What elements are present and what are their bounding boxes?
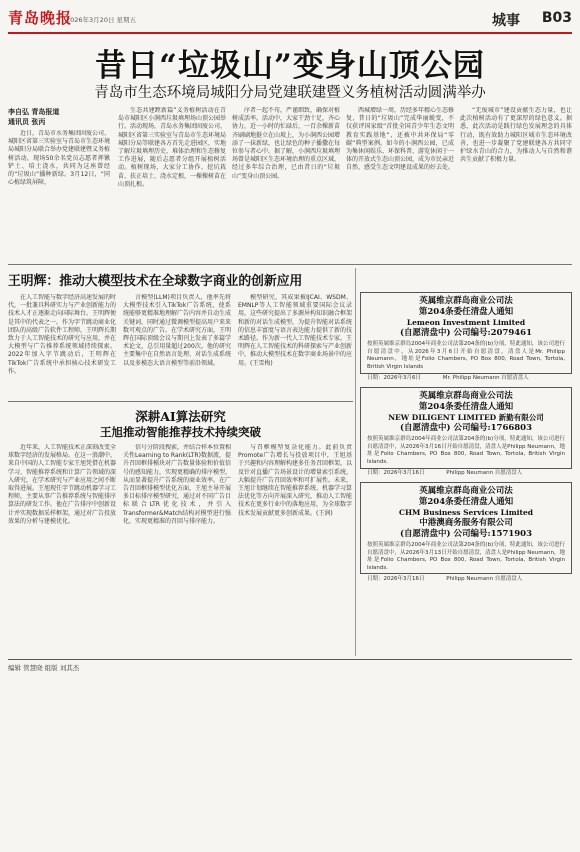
notices-divider <box>355 268 356 656</box>
lead-column-2-text: 生态共建蹚新篇”义务植树活动在青岛市城阳区小涧西垃圾填埋场山顶公园举行。活动现场，青岛水务集团固废公司、城阳区省第三实验室与青岛市生态环境局城阳分局等联建各方首先走进园区，实地了解垃圾填埋历史、堆体治理和生态修复工作进展，随后志愿者分组开展植树活动。植树现场，大家分工协作、挖坑栽苗、扶正培土、浇水定根，一棵棵树苗在山顶扎根。 <box>118 107 226 188</box>
lead-byline <box>8 107 88 127</box>
notice-signoff <box>367 374 565 382</box>
notice-signoff <box>367 469 565 477</box>
lead-column-4 <box>346 107 454 260</box>
notice-signoff <box>367 575 565 583</box>
newspaper-logo: 青岛晚报 <box>8 9 73 27</box>
footer-editors: 编辑 管慧晓 组版 刘其杰 <box>8 664 80 672</box>
story2-headline: 王明辉：推动大模型技术在全球数字商业的创新应用 <box>8 274 303 289</box>
notice-company-chinese-name: 中港澳商务服务有限公司 <box>419 518 513 528</box>
notice-title-line2: 第204条委任清盘人通知 <box>418 307 514 317</box>
byline-reporter: 李自弘 青岛报道 <box>8 108 60 116</box>
story3-headline: 深耕AI算法研究 <box>135 409 226 424</box>
page-number: B03 <box>541 10 572 26</box>
notice-company-name: CHM Business Services Limited <box>398 508 534 517</box>
notice-company-name: Lemeon Investment Limited <box>406 318 526 327</box>
notice-company-number: (自愿清盘中) 公司编号:1571903 <box>399 529 533 539</box>
story3-column-2-text: 信号分阶段搜索，并结合样本位置相关性Learning to Rank(LTR)数据流，提升召回框排模块对广告数量体验和价值信号的感知能力，实现更精确的排序模型，从而显著提升广告系统的商业效率。在广告召回框排模型优化方面，王旭主导开展多目标排序模型研究，通过对不同广告目标联合LTR优化技术，并引入Transformer&Match结构对模型进行强化，实现更精准的召回与排序能力。 <box>123 444 231 525</box>
story2-column-1-text: 在人工智能与数字经济高速发展的时代，一批兼具科研实力与产业创新能力的技术人才正逐渐走向国际舞台。王明辉便是其中的代表之一。作为字节跳动商业化团队的高级广告软件工程师，王明辉长期致力于人工智能技术的研究与应用，并在大模型与广告推荐系统领域持续探索。2022年加入字节跳动后，王明辉在TikTok广告系统中承担核心技术研发工作。 <box>8 294 116 375</box>
liquidation-notice <box>360 387 572 476</box>
footer-rule <box>8 659 572 660</box>
byline-correspondent: 通讯员 张丙 <box>8 118 46 126</box>
header-rule <box>8 32 572 34</box>
notice-title-line2: 第204条委任清盘人通知 <box>418 402 514 412</box>
notice-body: 按照英属维京群岛2004年商业公司法第204条的(b)分项，特此通知，该公司进行自愿清盘中，从2026年3月16日开始自愿清盘，清盘人是Philipp Neumann，地址是Folio Chambers, PO Box 800, Road Town, Tortola, British Virgin Islands. <box>367 436 565 465</box>
notice-body: 按照英属维京群岛2004年商业公司法第204条的(b)分项，特此通知，该公司进行自愿清盘中，从2026年3月13日开始自愿清盘，清盘人是Philipp Neumann，地址是Folio Chambers, PO Box 800, Road Town, Tortola, British Virgin Islands. <box>367 542 565 571</box>
lead-column-3-text: 序者一起不苟，严谨细致，确保对植树成活率。活动中，大家干劲十足，齐心协力，近一小时的忙碌后，一百余棵新苗齐刷刷地挺立在山坡上，为小涧西公园增添了一抹新绿，也让绿色的种子播撒在每位参与者心中。据了解，小涧西垃圾填埋场曾是城阳区生态环境治理的重点区域，经过多年综合治理，已由昔日的“垃圾山”变身山顶公园。 <box>232 107 340 180</box>
story2-column-2 <box>123 294 231 398</box>
story3-column-3 <box>238 444 352 654</box>
story2-column-2-text: 言模型(LLM)项目负责人，他率先将大模型技术引入TikTok广告系统，使系统能够更精准地理解广告内容并自动生成关键词，同时通过微调模型提高用户来来数可观点的广告。在学术研究方面，王明辉在国际顶级会议与期刊上发表了多篇学术论文，总引用量超过200次。他的研究主要集中在自然语言处理、对话生成系统以及多模态大语言模型等前沿领域。 <box>123 294 231 367</box>
lead-column-2 <box>118 107 226 260</box>
story3-column-2 <box>123 444 231 654</box>
lead-headline: 昔日“垃圾山”变身山顶公园 <box>95 48 485 84</box>
story3-column-1-text: 近年来，人工智能技术正深刻改变全球数字经济的发展格局。在这一浪潮中，来自中国的人工智能专家王旭凭借在机器学习、智能推荐系统和计算广告领域的深入研究，在学术研究与产业应用之间不断取得进展。王旭现任字节跳动机器学习工程师，主要从事广告推荐系统与智能排序算法的研发工作。他在广告排序中创新设计并实现数据采样框架，通过对广告投放效果的分析与建模优化。 <box>8 444 116 525</box>
liquidation-notice <box>360 482 572 582</box>
notice-title: 英属维京群岛商业公司法 <box>419 391 513 401</box>
notice-signer: Philipp Neumann 自愿清盘人 <box>446 576 523 582</box>
notice-signer: Mr. Philipp Neumann 自愿清盘人 <box>442 375 529 381</box>
lead-column-5 <box>460 107 572 260</box>
notice-company-number: (自愿清盘中) 公司编号:2079461 <box>399 328 533 338</box>
issue-date: 2026年3月20日 星期五 <box>66 16 137 24</box>
notice-title-line2: 第204条委任清盘人通知 <box>418 497 514 507</box>
page-header <box>8 6 572 32</box>
story3-subheadline: 王旭推动智能推荐技术持续突破 <box>100 425 261 439</box>
notice-date: 日期：2026年3月16日 <box>367 470 425 476</box>
section-name: 城事 <box>492 13 520 29</box>
notice-date: 日期：2026年3月16日 <box>367 576 425 582</box>
notice-company-name: NEW DILIGENT LIMITED 新勤有限公司 <box>388 413 544 422</box>
lead-column-1-text: 近日，青岛市水务集团固废公司、城阳区省第三实验室与青岛市生态环境局城阳分局联合举办党建联建暨义务植树活动，现场50余名党员志愿者挥锹铲土、培土浇水，共同为这座曾经的“垃圾山”播种新绿。3月12日，“同心植绿筑屏障， <box>8 130 110 187</box>
notice-title: 英属维京群岛商业公司法 <box>419 296 513 306</box>
notice-date: 日期：2026年3月6日 <box>367 375 421 381</box>
story2-divider <box>8 401 353 402</box>
notice-signer: Philipp Neumann 自愿清盘人 <box>446 470 523 476</box>
lead-column-1 <box>8 130 110 260</box>
lead-column-3 <box>232 107 340 260</box>
lead-column-5-text: “无废城市”建设贡献生态力量，也让此次植树活动有了更深厚的绿色意义。据悉，此次活动是践行绿色发展理念的具体行动，既有效助力城阳区城市生态环境改善，也进一步凝聚了党建联建各方共同守护绿水青山的合力，为推动人与自然和谐共生贡献了积极力量。 <box>460 107 572 164</box>
lead-column-4-text: 西城增绿一周，历经多年精心生态修复，昔日的“垃圾山”完成华丽蜕变，不仅获评国家级“首批全国青少年生态文明教育实践基地”，还被中共环保局“零碳”典型案例。如今的小涧西公园，已成为集休闲娱乐、环保科普、游览休闲于一体的开放式生态山顶公园，成为市民亲近自然、感受生态文明建设成果的好去处。 <box>346 107 454 172</box>
notice-body: 按照英属维京群岛2004年商业公司法第204条的(b)分项，特此通知，该公司进行自愿清盘中，从2026年3月6日开始自愿清盘，清盘人是Mr. Philipp Neumann，地址是Folio Chambers, PO Box 800, Road Town, Tortola, British Virgin Islands <box>367 341 565 370</box>
lead-divider <box>8 264 572 265</box>
story2-column-3 <box>238 294 352 398</box>
notice-title: 英属维京群岛商业公司法 <box>419 486 513 496</box>
story3-column-1 <box>8 444 116 654</box>
lead-subheadline: 青岛市生态环境局城阳分局党建联建暨义务植树活动圆满举办 <box>94 85 486 101</box>
story3-column-3-text: 与召框模型复杂化能力。此前负责Promote广告增长与投放项目中，王旭基于兴趣和内容理解构建多任务召回框架，以及针对直播广告场景设计的增量索引系统，大幅提升广告召回效率和可扩展性。未来，王旭计划继续在智能推荐系统、机器学习算法优化等方向开展深入研究，推动人工智能技术在更多行业中的落地应用，为全球数字技术发展贡献更多创新成果。(王润) <box>238 444 352 517</box>
liquidation-notice <box>360 292 572 381</box>
story2-column-1 <box>8 294 116 398</box>
notice-company-number: (自愿清盘中) 公司编号:1766803 <box>399 423 533 433</box>
story2-column-3-text: 模型研究，其成果被IJCAI、WSDM、EMNLP等人工智能领域重要国际会议录用，这些研究提出了多源异构知识融合框架和新的对话生成模型，为提升智能对话系统的信息丰富度与语言表达能力提供了新的技术路径。作为新一代人工智能技术专家，王明辉在人工智能技术的科研探索与产业创新中，推动大模型技术在数字商业场景中的应用。(王雪梅) <box>238 294 352 367</box>
